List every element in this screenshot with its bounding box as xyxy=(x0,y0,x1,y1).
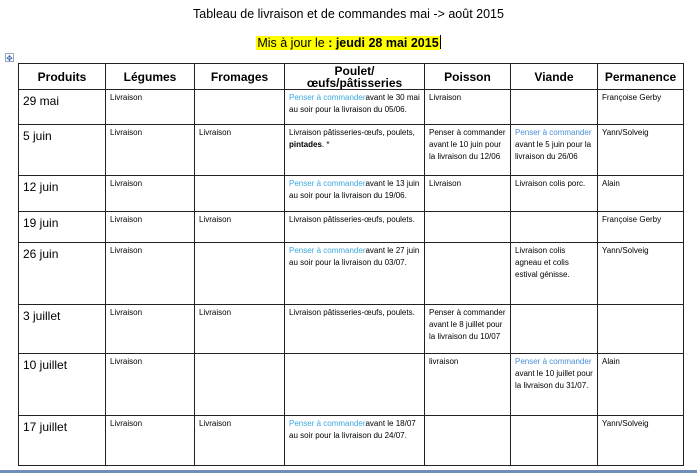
date-cell[interactable]: 12 juin xyxy=(19,176,106,212)
cell-text: Livraison xyxy=(110,128,143,137)
order-reminder-link: Penser à commander xyxy=(289,246,366,255)
poisson-cell[interactable] xyxy=(425,125,511,176)
permanence-cell[interactable] xyxy=(598,354,684,416)
permanence-cell[interactable] xyxy=(598,416,684,466)
cell-text: Livraison xyxy=(429,179,462,188)
fromages-cell[interactable] xyxy=(195,305,285,354)
cell-text: Livraison xyxy=(199,128,232,137)
cell-text: Yann/Solveig xyxy=(602,419,649,428)
viande-cell[interactable] xyxy=(511,90,598,125)
poulet-cell[interactable] xyxy=(285,354,425,416)
fromages-cell[interactable] xyxy=(195,416,285,466)
cell-text: avant le 5 juin pour la livraison du 26/06 xyxy=(515,140,592,161)
delivery-table xyxy=(18,63,684,466)
header-viande: Viande xyxy=(511,64,598,90)
permanence-cell[interactable] xyxy=(598,212,684,243)
order-reminder-link: Penser à commander xyxy=(289,179,366,188)
header-permanence: Permanence xyxy=(598,64,684,90)
viande-cell[interactable] xyxy=(511,212,598,243)
header-fromages: Fromages xyxy=(195,64,285,90)
update-line xyxy=(0,35,697,50)
viande-cell[interactable] xyxy=(511,305,598,354)
poisson-cell[interactable] xyxy=(425,212,511,243)
cell-text: Livraison colis porc. xyxy=(515,179,586,188)
cell-text: Livraison xyxy=(110,215,143,224)
order-reminder-link: Penser à commander xyxy=(515,357,592,366)
poulet-cell[interactable] xyxy=(285,305,425,354)
poulet-cell[interactable] xyxy=(285,125,425,176)
cell-text: Livraison pâtisseries-œufs, poulets. xyxy=(289,215,415,224)
table-header-row xyxy=(19,64,684,90)
date-cell[interactable]: 3 juillet xyxy=(19,305,106,354)
cell-text: Livraison pâtisseries-œufs, poulets, xyxy=(289,128,415,137)
cell-text: Livraison xyxy=(110,357,143,366)
cell-text: Livraison xyxy=(199,419,232,428)
header-legumes: Légumes xyxy=(106,64,195,90)
date-cell[interactable]: 29 mai xyxy=(19,90,106,125)
poulet-cell[interactable] xyxy=(285,212,425,243)
table-row xyxy=(19,176,684,212)
legumes-cell[interactable] xyxy=(106,176,195,212)
legumes-cell[interactable] xyxy=(106,125,195,176)
document-title: Tableau de livraison et de commandes mai -> août 2015 xyxy=(193,7,504,21)
poisson-cell[interactable] xyxy=(425,243,511,305)
date-cell[interactable]: 5 juin xyxy=(19,125,106,176)
cell-text: Alain xyxy=(602,179,620,188)
header-poisson: Poisson xyxy=(425,64,511,90)
table-row xyxy=(19,416,684,466)
cell-text: Yann/Solveig xyxy=(602,246,649,255)
legumes-cell[interactable] xyxy=(106,243,195,305)
bold-text: pintades xyxy=(289,140,322,149)
fromages-cell[interactable] xyxy=(195,243,285,305)
text-cursor xyxy=(440,35,441,49)
cell-text: Livraison pâtisseries-œufs, poulets. xyxy=(289,308,415,317)
date-cell[interactable]: 17 juillet xyxy=(19,416,106,466)
cell-text: Livraison xyxy=(110,179,143,188)
update-date: : jeudi 28 mai 2015 xyxy=(328,36,439,50)
order-reminder-link: Penser à commander xyxy=(289,419,366,428)
cell-text: Livraison xyxy=(199,215,232,224)
date-cell[interactable]: 10 juillet xyxy=(19,354,106,416)
table-row xyxy=(19,125,684,176)
permanence-cell[interactable] xyxy=(598,305,684,354)
permanence-cell[interactable] xyxy=(598,176,684,212)
cell-text: Françoise Gerby xyxy=(602,215,662,224)
permanence-cell[interactable] xyxy=(598,125,684,176)
table-row xyxy=(19,212,684,243)
update-highlight xyxy=(256,36,439,50)
table-move-handle-icon[interactable]: ✥ xyxy=(6,54,13,63)
poisson-cell[interactable] xyxy=(425,90,511,125)
fromages-cell[interactable] xyxy=(195,354,285,416)
legumes-cell[interactable] xyxy=(106,90,195,125)
order-reminder-link: Penser à commander xyxy=(515,128,592,137)
fromages-cell[interactable] xyxy=(195,125,285,176)
table-row xyxy=(19,243,684,305)
table-row xyxy=(19,305,684,354)
viande-cell[interactable] xyxy=(511,125,598,176)
viande-cell[interactable] xyxy=(511,416,598,466)
update-prefix: Mis à jour le xyxy=(257,36,329,50)
cell-text: avant le 30 mai au soir pour la livraison du 05/06. xyxy=(289,93,420,114)
poulet-cell[interactable] xyxy=(285,243,425,305)
cell-text: Livraison xyxy=(110,308,143,317)
cell-text: Yann/Solveig xyxy=(602,128,649,137)
poisson-cell[interactable] xyxy=(425,176,511,212)
legumes-cell[interactable] xyxy=(106,416,195,466)
cell-text: avant le 13 juin au soir pour la livraison du 19/06. xyxy=(289,179,420,200)
cell-text: Livraison xyxy=(110,246,143,255)
viande-cell[interactable] xyxy=(511,243,598,305)
viande-cell[interactable] xyxy=(511,176,598,212)
cell-text: Alain xyxy=(602,357,620,366)
legumes-cell[interactable] xyxy=(106,305,195,354)
poisson-cell[interactable] xyxy=(425,305,511,354)
cell-text: Livraison xyxy=(110,93,143,102)
cell-text: livraison xyxy=(429,357,459,366)
poulet-cell[interactable] xyxy=(285,90,425,125)
date-cell[interactable]: 26 juin xyxy=(19,243,106,305)
header-poulet: Poulet/œufs/pâtisseries xyxy=(285,64,425,90)
viande-cell[interactable] xyxy=(511,354,598,416)
cell-text: Livraison colis agneau et colis estival génisse. xyxy=(515,246,570,279)
cell-text: avant le 18/07 au soir pour la livraison du 24/07. xyxy=(289,419,416,440)
cell-text: avant le 10 juillet pour la livraison du 31/07. xyxy=(515,369,593,390)
legumes-cell[interactable] xyxy=(106,212,195,243)
table-row xyxy=(19,90,684,125)
order-reminder-link: Penser à commander xyxy=(289,93,366,102)
poulet-cell[interactable] xyxy=(285,176,425,212)
cell-text: Livraison xyxy=(429,93,462,102)
cell-text: Penser à commander avant le 10 juin pour la livraison du 12/06 xyxy=(429,128,506,161)
header-produits: Produits xyxy=(19,64,106,90)
table-row xyxy=(19,354,684,416)
date-cell[interactable]: 19 juin xyxy=(19,212,106,243)
fromages-cell[interactable] xyxy=(195,176,285,212)
legumes-cell[interactable] xyxy=(106,354,195,416)
cell-text: Françoise Gerby xyxy=(602,93,662,102)
poulet-cell[interactable] xyxy=(285,416,425,466)
fromages-cell[interactable] xyxy=(195,212,285,243)
fromages-cell[interactable] xyxy=(195,90,285,125)
poisson-cell[interactable] xyxy=(425,416,511,466)
cell-text: . * xyxy=(321,140,330,149)
cell-text: Penser à commander avant le 8 juillet pour la livraison du 10/07 xyxy=(429,308,506,341)
cell-text: Livraison xyxy=(199,308,232,317)
poisson-cell[interactable] xyxy=(425,354,511,416)
cell-text: avant le 27 juin au soir pour la livraison du 03/07. xyxy=(289,246,420,267)
permanence-cell[interactable] xyxy=(598,243,684,305)
cell-text: Livraison xyxy=(110,419,143,428)
permanence-cell[interactable] xyxy=(598,90,684,125)
